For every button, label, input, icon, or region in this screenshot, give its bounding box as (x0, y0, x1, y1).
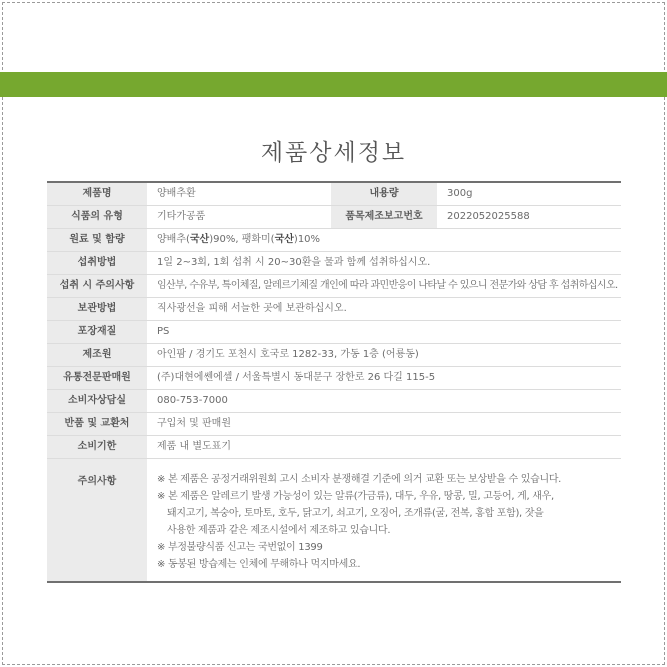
table-row (47, 412, 621, 435)
product-info-table (47, 181, 621, 583)
table-row (47, 297, 621, 320)
value-notes (147, 458, 621, 582)
table-row (47, 251, 621, 274)
table-row (47, 274, 621, 297)
value-product-name: 양배추환 (147, 182, 331, 205)
label-report-number: 품목제조보고번호 (331, 205, 437, 228)
note-line: ※ 본 제품은 알레르기 발생 가능성이 있는 알류(가금류), 대두, 우유, 땅콩, 밀, 고등어, 게, 새우, (157, 490, 554, 502)
table-row (47, 228, 621, 251)
value-volume: 300g (437, 182, 621, 205)
table-row (47, 205, 621, 228)
value-packaging: PS (147, 320, 621, 343)
value-manufacturer: 아인팜 / 경기도 포천시 호국로 1282-33, 가동 1층 (어룡동) (147, 343, 621, 366)
label-packaging: 포장재질 (47, 320, 147, 343)
label-distributor: 유통전문판매원 (47, 366, 147, 389)
label-food-type: 식품의 유형 (47, 205, 147, 228)
note-line: ※ 부정불량식품 신고는 국번없이 1399 (157, 541, 323, 553)
table-row (47, 182, 621, 205)
label-manufacturer: 제조원 (47, 343, 147, 366)
value-report-number: 2022052025588 (437, 205, 621, 228)
value-distributor: (주)대현에쎈에셀 / 서울특별시 동대문구 장한로 26 다길 115-5 (147, 366, 621, 389)
value-intake-method: 1일 2~3회, 1회 섭취 시 20~30환을 물과 함께 섭취하십시오. (147, 251, 621, 274)
label-consumer-center: 소비자상담실 (47, 389, 147, 412)
table-row (47, 320, 621, 343)
table-row (47, 389, 621, 412)
value-ingredients: 양배추(국산)90%, 팽화미(국산)10% (147, 228, 621, 251)
value-storage: 직사광선을 피해 서늘한 곳에 보관하십시오. (147, 297, 621, 320)
table-row (47, 435, 621, 458)
value-returns: 구입처 및 판매원 (147, 412, 621, 435)
label-intake-caution: 섭취 시 주의사항 (47, 274, 147, 297)
value-expiry: 제품 내 별도표기 (147, 435, 621, 458)
note-line: 사용한 제품과 같은 제조시설에서 제조하고 있습니다. (167, 524, 391, 536)
table-row (47, 458, 621, 582)
label-returns: 반품 및 교환처 (47, 412, 147, 435)
green-header-band (0, 72, 667, 97)
label-ingredients: 원료 및 함량 (47, 228, 147, 251)
label-notes: 주의사항 (47, 458, 147, 582)
value-intake-caution: 임산부, 수유부, 특이체질, 알레르기체질 개인에 따라 과민반응이 나타날 수 있으니 전문가와 상담 후 섭취하십시오. (147, 274, 621, 297)
label-volume: 내용량 (331, 182, 437, 205)
table-row (47, 366, 621, 389)
note-line: ※ 본 제품은 공정거래위원회 고시 소비자 분쟁해결 기준에 의거 교환 또는 보상받을 수 있습니다. (157, 473, 562, 485)
label-product-name: 제품명 (47, 182, 147, 205)
note-line: 돼지고기, 복숭아, 토마토, 호두, 닭고기, 쇠고기, 오징어, 조개류(굴, 전복, 홍합 포함), 잣을 (167, 507, 544, 519)
table-row (47, 343, 621, 366)
page-title: 제품상세정보 (260, 140, 407, 166)
label-expiry: 소비기한 (47, 435, 147, 458)
value-food-type: 기타가공품 (147, 205, 331, 228)
label-storage: 보관방법 (47, 297, 147, 320)
label-intake-method: 섭취방법 (47, 251, 147, 274)
value-consumer-center: 080-753-7000 (147, 389, 621, 412)
note-line: ※ 동봉된 방습제는 인체에 무해하나 먹지마세요. (157, 558, 361, 570)
